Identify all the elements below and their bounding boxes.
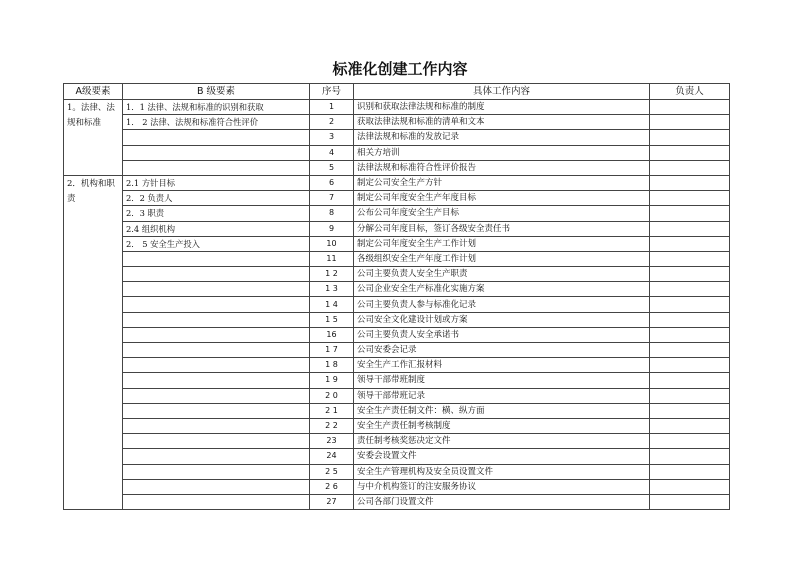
work-content-cell: 安全生产责任制考核制度 (354, 418, 650, 433)
a-element-cell: 2．机构和职责 (64, 175, 123, 509)
work-content-cell: 公司主要负责人参与标准化记录 (354, 297, 650, 312)
sequence-cell: 2 1 (310, 403, 354, 418)
header-work-content: 具体工作内容 (354, 84, 650, 100)
owner-cell (650, 343, 730, 358)
work-content-cell: 与中介机构签订的注安服务协议 (354, 479, 650, 494)
table-row (64, 479, 730, 494)
owner-cell (650, 130, 730, 145)
work-content-cell: 安委会设置文件 (354, 449, 650, 464)
owner-cell (650, 236, 730, 251)
work-content-cell: 公司安全文化建设计划或方案 (354, 312, 650, 327)
table-row (64, 449, 730, 464)
sequence-cell: 1 7 (310, 343, 354, 358)
table-row (64, 145, 730, 160)
table-row (64, 282, 730, 297)
table-row (64, 297, 730, 312)
sequence-cell: 1 9 (310, 373, 354, 388)
owner-cell (650, 297, 730, 312)
b-element-cell (123, 449, 310, 464)
table-row (64, 312, 730, 327)
sequence-cell: 1 8 (310, 358, 354, 373)
sequence-cell: 5 (310, 160, 354, 175)
a-element-cell: 1。法律、法规和标准 (64, 100, 123, 176)
work-content-cell: 获取法律法规和标准的清单和文本 (354, 115, 650, 130)
work-content-cell: 安全生产责任制文件：横、纵方面 (354, 403, 650, 418)
b-element-cell (123, 494, 310, 509)
owner-cell (650, 479, 730, 494)
sequence-cell: 2 (310, 115, 354, 130)
sequence-cell: 23 (310, 434, 354, 449)
work-content-cell: 公司各部门设置文件 (354, 494, 650, 509)
sequence-cell: 4 (310, 145, 354, 160)
table-row (64, 130, 730, 145)
b-element-cell (123, 403, 310, 418)
b-element-cell: 2.1 方针目标 (123, 175, 310, 190)
sequence-cell: 6 (310, 175, 354, 190)
b-element-cell (123, 434, 310, 449)
b-element-cell (123, 479, 310, 494)
work-content-cell: 公司主要负责人安全承诺书 (354, 327, 650, 342)
owner-cell (650, 494, 730, 509)
table-row (64, 100, 730, 115)
table-row (64, 494, 730, 509)
b-element-cell (123, 251, 310, 266)
header-sequence: 序号 (310, 84, 354, 100)
b-element-cell (123, 145, 310, 160)
work-content-cell: 责任制考核奖惩决定文件 (354, 434, 650, 449)
b-element-cell (123, 297, 310, 312)
owner-cell (650, 418, 730, 433)
work-content-cell: 公司安委会记录 (354, 343, 650, 358)
table-row (64, 434, 730, 449)
table-body (64, 100, 730, 510)
work-content-cell: 公布公司年度安全生产目标 (354, 206, 650, 221)
work-content-cell: 公司主要负责人安全生产职责 (354, 267, 650, 282)
header-a-element: A级要素 (64, 84, 123, 100)
table-row (64, 251, 730, 266)
table-row (64, 160, 730, 175)
owner-cell (650, 327, 730, 342)
table-row (64, 206, 730, 221)
b-element-cell (123, 267, 310, 282)
work-content-cell: 公司企业安全生产标准化实施方案 (354, 282, 650, 297)
owner-cell (650, 115, 730, 130)
owner-cell (650, 175, 730, 190)
owner-cell (650, 312, 730, 327)
sequence-cell: 27 (310, 494, 354, 509)
header-owner: 负责人 (650, 84, 730, 100)
work-content-cell: 相关方培训 (354, 145, 650, 160)
work-content-cell: 领导干部带班记录 (354, 388, 650, 403)
b-element-cell (123, 312, 310, 327)
b-element-cell (123, 418, 310, 433)
owner-cell (650, 434, 730, 449)
work-content-cell: 领导干部带班制度 (354, 373, 650, 388)
sequence-cell: 2 2 (310, 418, 354, 433)
table-row (64, 327, 730, 342)
table-row (64, 267, 730, 282)
sequence-cell: 9 (310, 221, 354, 236)
sequence-cell: 1 (310, 100, 354, 115)
owner-cell (650, 100, 730, 115)
owner-cell (650, 388, 730, 403)
table-row (64, 358, 730, 373)
owner-cell (650, 267, 730, 282)
b-element-cell: 1． 2 法律、法规和标准符合性评价 (123, 115, 310, 130)
work-content-cell: 安全生产工作汇报材料 (354, 358, 650, 373)
work-content-cell: 制定公司年度安全生产工作计划 (354, 236, 650, 251)
b-element-cell: 1．1 法律、法规和标准的识别和获取 (123, 100, 310, 115)
table-row (64, 373, 730, 388)
table-row (64, 418, 730, 433)
sequence-cell: 16 (310, 327, 354, 342)
sequence-cell: 2 0 (310, 388, 354, 403)
b-element-cell: 2.4 组织机构 (123, 221, 310, 236)
sequence-cell: 24 (310, 449, 354, 464)
b-element-cell: 2． 5 安全生产投入 (123, 236, 310, 251)
b-element-cell: 2．2 负责人 (123, 191, 310, 206)
sequence-cell: 3 (310, 130, 354, 145)
table-header-row (64, 84, 730, 100)
sequence-cell: 1 4 (310, 297, 354, 312)
sequence-cell: 10 (310, 236, 354, 251)
table-row (64, 403, 730, 418)
sequence-cell: 1 5 (310, 312, 354, 327)
document-title: 标准化创建工作内容 (332, 60, 468, 78)
table-row (64, 115, 730, 130)
b-element-cell (123, 160, 310, 175)
b-element-cell (123, 343, 310, 358)
sequence-cell: 1 3 (310, 282, 354, 297)
table-row (64, 191, 730, 206)
owner-cell (650, 403, 730, 418)
table-row (64, 388, 730, 403)
work-content-cell: 制定公司安全生产方针 (354, 175, 650, 190)
sequence-cell: 2 6 (310, 479, 354, 494)
b-element-cell (123, 327, 310, 342)
work-content-cell: 法律法规和标准的发放记录 (354, 130, 650, 145)
work-content-cell: 各级组织安全生产年度工作计划 (354, 251, 650, 266)
sequence-cell: 11 (310, 251, 354, 266)
owner-cell (650, 282, 730, 297)
owner-cell (650, 160, 730, 175)
sequence-cell: 2 5 (310, 464, 354, 479)
owner-cell (650, 191, 730, 206)
b-element-cell (123, 388, 310, 403)
owner-cell (650, 145, 730, 160)
sequence-cell: 8 (310, 206, 354, 221)
b-element-cell (123, 358, 310, 373)
owner-cell (650, 221, 730, 236)
b-element-cell (123, 464, 310, 479)
sequence-cell: 1 2 (310, 267, 354, 282)
header-b-element: B 级要素 (123, 84, 310, 100)
work-content-table (63, 83, 730, 510)
work-content-cell: 分解公司年度目标，签订各级安全责任书 (354, 221, 650, 236)
work-content-cell: 制定公司年度安全生产年度目标 (354, 191, 650, 206)
owner-cell (650, 251, 730, 266)
table-row (64, 343, 730, 358)
table-row (64, 464, 730, 479)
owner-cell (650, 373, 730, 388)
b-element-cell (123, 282, 310, 297)
table-row (64, 175, 730, 190)
b-element-cell (123, 373, 310, 388)
owner-cell (650, 206, 730, 221)
owner-cell (650, 464, 730, 479)
owner-cell (650, 449, 730, 464)
table-row (64, 221, 730, 236)
b-element-cell: 2．3 职责 (123, 206, 310, 221)
sequence-cell: 7 (310, 191, 354, 206)
work-content-cell: 识别和获取法律法规和标准的制度 (354, 100, 650, 115)
work-content-cell: 法律法规和标准符合性评价报告 (354, 160, 650, 175)
b-element-cell (123, 130, 310, 145)
work-content-cell: 安全生产管理机构及安全员设置文件 (354, 464, 650, 479)
owner-cell (650, 358, 730, 373)
table-row (64, 236, 730, 251)
